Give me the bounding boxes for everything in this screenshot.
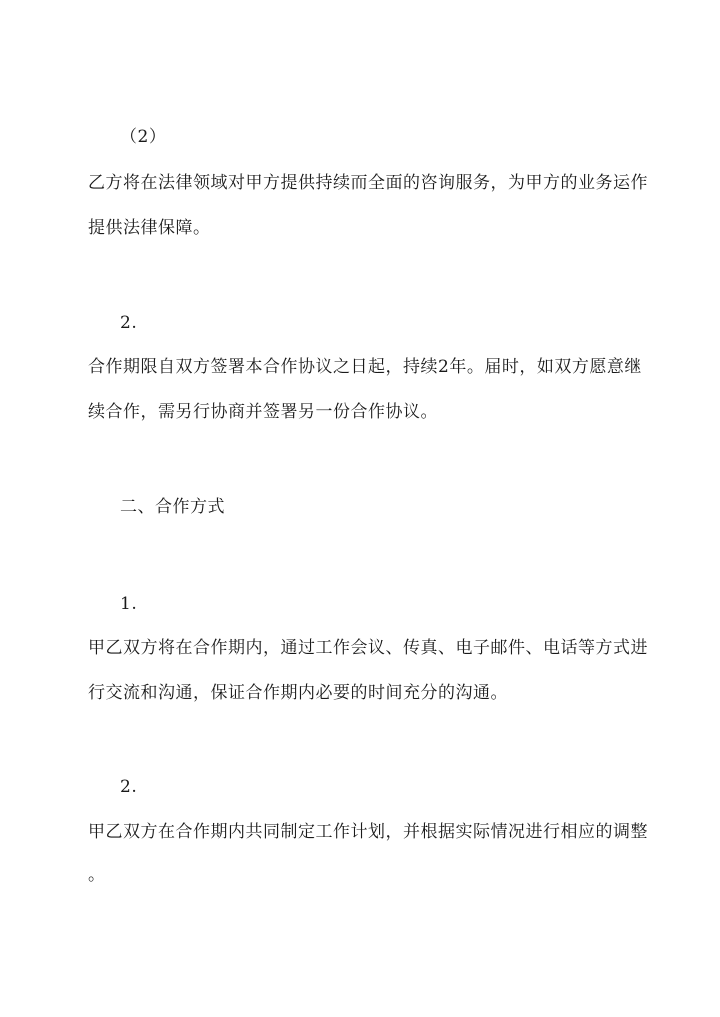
item-marker: 1.: [120, 594, 138, 614]
item-marker: （2）: [120, 127, 167, 147]
paragraph-line: 甲乙双方将在合作期内，通过工作会议、传真、电子邮件、电话等方式进: [88, 638, 648, 658]
paragraph-line: 。: [88, 865, 106, 885]
paragraph-line: 行交流和沟通，保证合作期内必要的时间充分的沟通。: [88, 683, 508, 703]
paragraph-line: 乙方将在法律领域对甲方提供持续而全面的咨询服务，为甲方的业务运作: [88, 173, 648, 193]
section-heading: 二、合作方式: [120, 497, 225, 517]
paragraph-line: 续合作，需另行协商并签署另一份合作协议。: [88, 402, 438, 422]
item-marker: 2.: [120, 777, 138, 797]
paragraph-line: 合作期限自双方签署本合作协议之日起，持续2年。届时，如双方愿意继: [88, 357, 642, 377]
paragraph-line: 提供法律保障。: [88, 218, 211, 238]
paragraph-line: 甲乙双方在合作期内共同制定工作计划，并根据实际情况进行相应的调整: [88, 822, 648, 842]
item-marker: 2.: [120, 313, 138, 333]
